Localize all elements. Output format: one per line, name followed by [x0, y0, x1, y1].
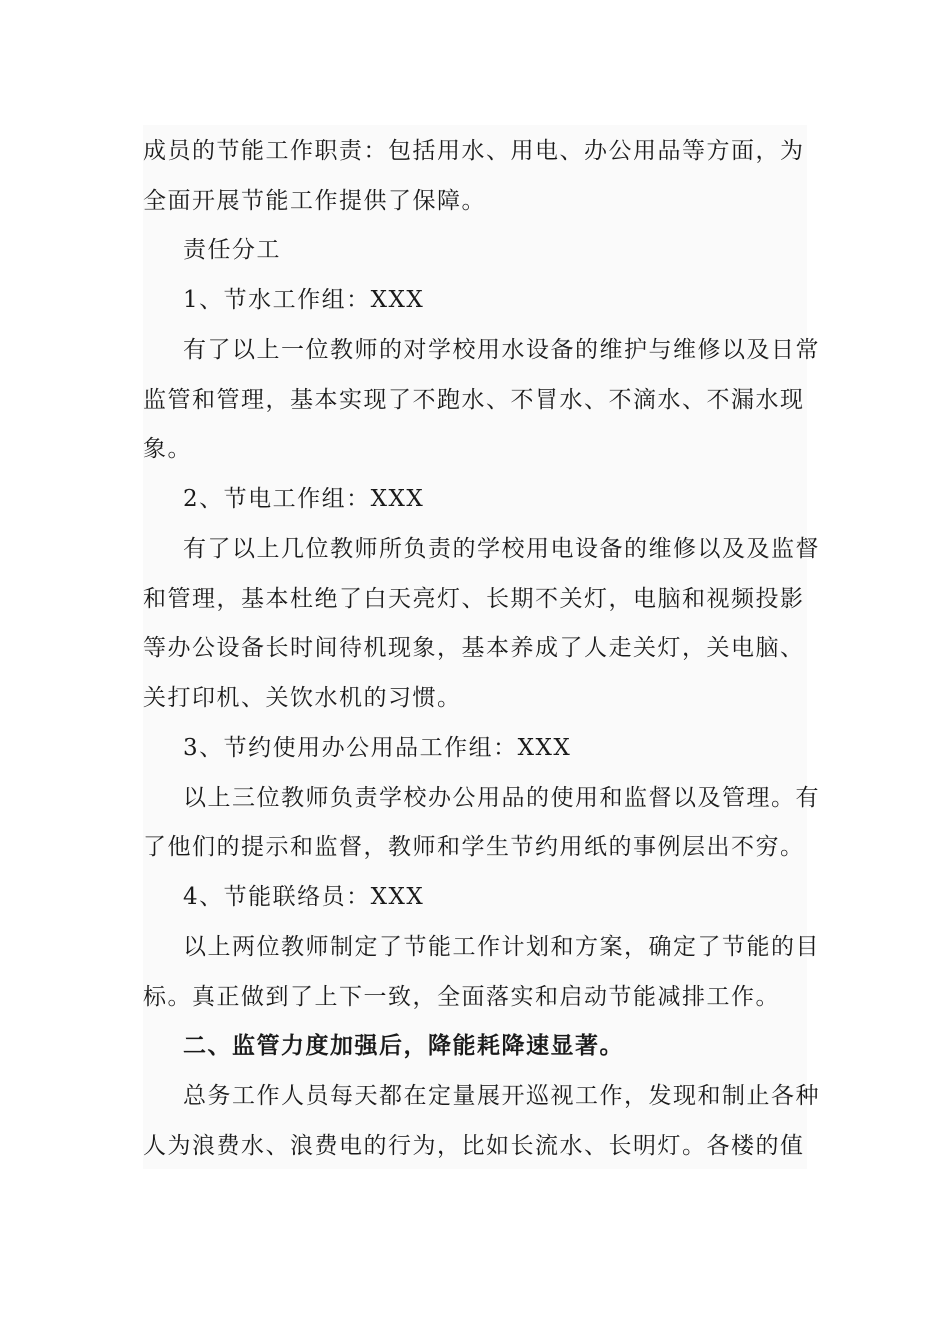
paragraph-line: 了他们的提示和监督，教师和学生节约用纸的事例层出不穷。 — [143, 834, 805, 860]
group-heading: 3、节约使用办公用品工作组：XXX — [183, 735, 572, 761]
paragraph-line: 总务工作人员每天都在定量展开巡视工作，发现和制止各种 — [183, 1083, 820, 1109]
paragraph-line: 关打印机、关饮水机的习惯。 — [143, 685, 462, 711]
paragraph-line: 和管理，基本杜绝了白天亮灯、长期不关灯，电脑和视频投影 — [143, 586, 805, 612]
paragraph-line: 有了以上一位教师的对学校用水设备的维护与维修以及日常 — [183, 337, 820, 363]
paragraph-line: 成员的节能工作职责：包括用水、用电、办公用品等方面，为 — [143, 138, 805, 164]
paragraph-line: 等办公设备长时间待机现象，基本养成了人走关灯，关电脑、 — [143, 635, 805, 661]
paragraph-line: 人为浪费水、浪费电的行为，比如长流水、长明灯。各楼的值 — [143, 1133, 805, 1159]
paragraph-line: 象。 — [143, 436, 192, 462]
group-heading: 4、节能联络员：XXX — [183, 884, 425, 910]
group-heading: 2、节电工作组：XXX — [183, 486, 425, 512]
section-heading-bold: 二、监管力度加强后，降能耗降速显著。 — [183, 1032, 624, 1059]
section-heading: 责任分工 — [183, 237, 281, 263]
paragraph-line: 以上两位教师制定了节能工作计划和方案，确定了节能的目 — [183, 934, 820, 960]
paragraph-line: 全面开展节能工作提供了保障。 — [143, 188, 486, 214]
group-heading: 1、节水工作组：XXX — [183, 287, 425, 313]
paragraph-line: 标。真正做到了上下一致，全面落实和启动节能减排工作。 — [143, 984, 780, 1010]
paragraph-line: 监管和管理，基本实现了不跑水、不冒水、不滴水、不漏水现 — [143, 387, 805, 413]
document-body — [143, 125, 820, 1169]
paragraph-line: 以上三位教师负责学校办公用品的使用和监督以及管理。有 — [183, 785, 820, 811]
paragraph-line: 有了以上几位教师所负责的学校用电设备的维修以及及监督 — [183, 536, 820, 562]
